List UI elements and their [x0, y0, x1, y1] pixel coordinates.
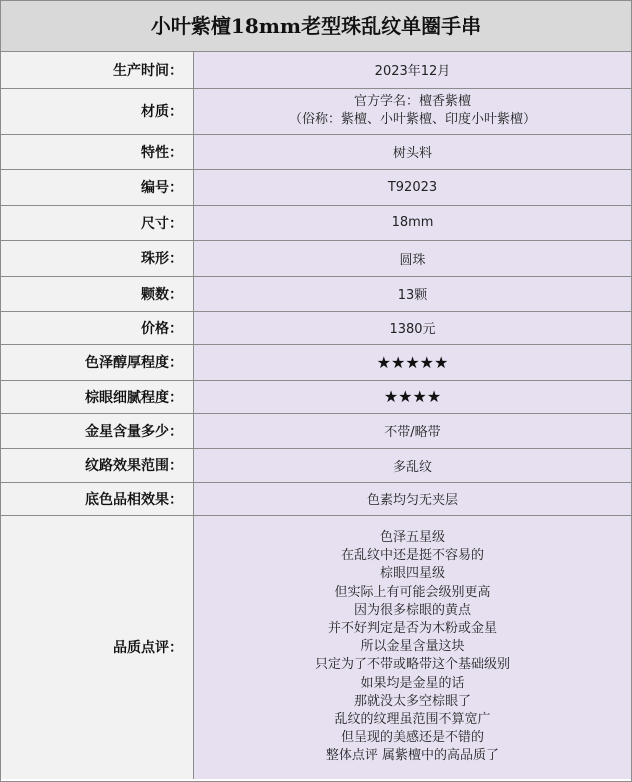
rating-stars	[377, 353, 449, 372]
spec-label-serial-number: 编号：	[1, 169, 194, 205]
spec-row-bead-shape	[1, 240, 631, 276]
spec-row-price	[1, 311, 631, 344]
spec-label-price: 价格：	[1, 311, 194, 344]
star-icon: ★	[398, 387, 413, 406]
star-icon: ★	[405, 352, 420, 372]
spec-label-production-date: 生产时间：	[1, 52, 194, 88]
spec-value-serial-number: T92023	[194, 169, 632, 205]
page-title: 小叶紫檀18mm老型珠乱纹单圈手串	[1, 1, 631, 52]
spec-label-bead-shape: 珠形：	[1, 240, 194, 276]
spec-value-line: （俗称：紫檀、小叶紫檀、印度小叶紫檀）	[288, 112, 536, 127]
spec-value-production-date: 2023年12月	[194, 52, 632, 88]
spec-value-pore-fineness	[194, 380, 632, 413]
spec-value-line: 因为很多棕眼的黄点	[353, 602, 471, 618]
spec-label-grain-range: 纹路效果范围：	[1, 448, 194, 482]
spec-value-line: 只定为了不带或略带这个基础级别	[314, 657, 510, 673]
spec-row-pore-fineness	[1, 380, 631, 413]
star-icon: ★	[376, 352, 391, 372]
spec-label-color-richness: 色泽醇厚程度：	[1, 344, 194, 380]
spec-value-line: 但实际上有可能会级别更高	[334, 584, 491, 600]
spec-value-gold-star-content: 不带/略带	[194, 413, 632, 448]
spec-value-bead-count: 13颗	[194, 276, 632, 311]
spec-value-line: 整体点评 属紫檀中的高品质了	[325, 748, 500, 764]
spec-value-line: 乱纹的纹理虽范围不算宽广	[334, 711, 491, 727]
spec-row-production-date	[1, 52, 631, 88]
spec-value-base-color-effect: 色素均匀无夹层	[194, 482, 632, 515]
spec-row-feature	[1, 134, 631, 169]
star-icon: ★	[434, 352, 449, 372]
spec-value-size: 18mm	[194, 205, 632, 240]
spec-value-price: 1380元	[194, 311, 632, 344]
spec-value-line: 在乱纹中还是挺不容易的	[340, 548, 484, 564]
spec-row-bead-count	[1, 276, 631, 311]
spec-label-quality-review: 品质点评：	[1, 515, 194, 779]
spec-row-color-richness	[1, 344, 631, 380]
spec-label-pore-fineness: 棕眼细腻程度：	[1, 380, 194, 413]
spec-value-grain-range: 多乱纹	[194, 448, 632, 482]
spec-value-line: 棕眼四星级	[379, 566, 445, 582]
spec-row-size	[1, 205, 631, 240]
spec-row-serial-number	[1, 169, 631, 205]
spec-value-material	[194, 88, 632, 134]
spec-label-size: 尺寸：	[1, 205, 194, 240]
star-icon: ★	[412, 387, 427, 406]
spec-value-feature: 树头料	[194, 134, 632, 169]
star-icon: ★	[426, 387, 442, 406]
spec-value-line: 那就没太多空棕眼了	[353, 693, 471, 709]
spec-value-line: 官方学名：檀香紫檀	[353, 94, 471, 109]
spec-value-color-richness	[194, 344, 632, 380]
spec-row-quality-review	[1, 515, 631, 779]
spec-value-quality-review	[194, 515, 632, 779]
spec-value-line: 并不好判定是否为木粉或金星	[327, 620, 497, 636]
spec-value-line: 所以金星含量这块	[360, 639, 465, 655]
spec-row-base-color-effect	[1, 482, 631, 515]
spec-row-material	[1, 88, 631, 134]
spec-label-gold-star-content: 金星含量多少：	[1, 413, 194, 448]
star-icon: ★	[419, 352, 435, 372]
spec-label-bead-count: 颗数：	[1, 276, 194, 311]
spec-value-line: 但呈现的美感还是不错的	[340, 730, 484, 746]
star-icon: ★	[383, 387, 399, 406]
star-icon: ★	[390, 352, 406, 372]
spec-value-bead-shape: 圆珠	[194, 240, 632, 276]
spec-label-material: 材质：	[1, 88, 194, 134]
spec-label-feature: 特性：	[1, 134, 194, 169]
spec-value-line: 色泽五星级	[379, 529, 445, 545]
spec-row-gold-star-content	[1, 413, 631, 448]
spec-row-grain-range	[1, 448, 631, 482]
spec-table	[1, 52, 631, 779]
spec-label-base-color-effect: 底色品相效果：	[1, 482, 194, 515]
rating-stars	[384, 387, 441, 406]
spec-value-line: 如果均是金星的话	[360, 675, 465, 691]
